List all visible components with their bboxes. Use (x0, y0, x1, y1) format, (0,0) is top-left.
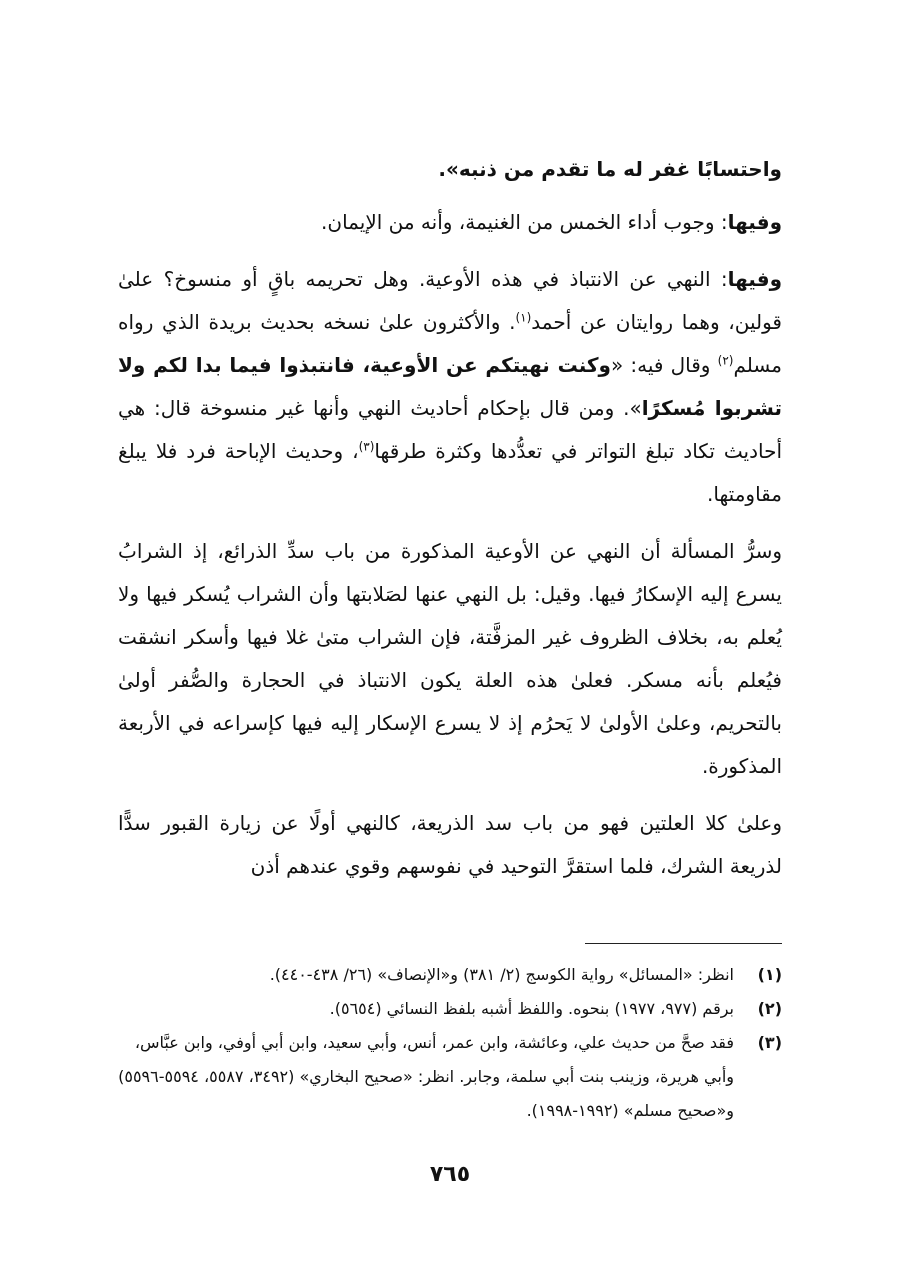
text-run: وقال فيه: « (610, 353, 718, 377)
paragraph-1 (118, 148, 782, 191)
bold-text-run: وفيها (727, 267, 782, 291)
text-run: وسرُّ المسألة أن النهي عن الأوعية المذكورة من باب سدِّ الذرائع، إذ الشرابُ يسرع إليه الإسكارُ فيها. وقيل: بل النهي عنها لصَلابتها وأن الشراب يُسكر فيها ولا يُعلم به، بخلاف الظروف غير المزفَّتة، فإن الشراب متىٰ غلا فيها وأسكر انشقت فيُعلم بأنه مسكر. فعلىٰ هذه العلة يكون الانتباذ في الحجارة والصُّفر أولىٰ بالتحريم، وعلىٰ الأولىٰ لا يَحرُم إذ لا يسرع الإسكار إليه فيها كإسراعه في الأربعة المذكورة. (118, 539, 782, 778)
text-run: ، وحديث الإباحة فرد فلا يبلغ مقاومتها. (118, 439, 782, 506)
footnote-text: انظر: «المسائل» رواية الكوسج (٢/ ٣٨١) و«الإنصاف» (٢٦/ ٤٣٨-٤٤٠). (269, 965, 734, 984)
main-text (118, 148, 782, 902)
footnote-ref: (٢) (717, 353, 734, 368)
footnote-text: برقم (٩٧٧، ١٩٧٧) بنحوه. واللفظ أشبه بلفظ النسائي (٥٦٥٤). (329, 999, 734, 1018)
text-run: وعلىٰ كلا العلتين فهو من باب سد الذريعة، كالنهي أولًا عن زيارة القبور سدًّا لذريعة الشرك، فلما استقرَّ التوحيد في نفوسهم وقوي عندهم أذن (118, 811, 782, 878)
paragraph-5 (118, 802, 782, 888)
footnotes (118, 958, 782, 1128)
footnote-number: (١) (757, 965, 782, 984)
paragraph-2 (118, 201, 782, 244)
footnote-3 (118, 1026, 782, 1128)
paragraph-3 (118, 258, 782, 516)
footnote-ref: (١) (515, 310, 532, 325)
bold-text-run: وكنت نهيتكم عن الأوعية، فانتبذوا فيما بدا لكم ولا تشربوا مُسكرًا (118, 353, 782, 420)
bold-text-run: وفيها (727, 210, 782, 234)
text-run: : وجوب أداء الخمس من الغنيمة، وأنه من الإيمان. (321, 210, 728, 234)
page-number: ٧٦٥ (429, 1162, 471, 1187)
text-run: . والأكثرون علىٰ نسخه بحديث بريدة الذي رواه مسلم (118, 310, 782, 377)
footnote-separator (585, 943, 782, 944)
footnote-number: (٣) (757, 1033, 782, 1052)
text-run: : النهي عن الانتباذ في هذه الأوعية. وهل تحريمه باقٍ أو منسوخ؟ علىٰ قولين، وهما روايتان عن أحمد (118, 267, 782, 334)
footnote-ref: (٣) (358, 439, 375, 454)
footnote-1 (118, 958, 782, 992)
paragraph-4 (118, 530, 782, 788)
footnote-number: (٢) (757, 999, 782, 1018)
footnote-2 (118, 992, 782, 1026)
footnote-text: فقد صحَّ من حديث علي، وعائشة، وابن عمر، أنس، وأبي سعيد، وابن أبي أوفي، وابن عبَّاس، وأبي هريرة، وزينب بنت أبي سلمة، وجابر. انظر: «صحيح البخاري» (٣٤٩٢، ٥٥٨٧، ٥٥٩٤-٥٥٩٦) و«صحيح مسلم» (١٩٩٢-١٩٩٨). (118, 1033, 734, 1120)
text-run: ». ومن قال بإحكام أحاديث النهي وأنها غير منسوخة قال: هي أحاديث تكاد تبلغ التواتر في تعدُّدها وكثرة طرقها (118, 396, 783, 463)
bold-text-run: واحتسابًا غفر له ما تقدم من ذنبه». (438, 157, 782, 181)
